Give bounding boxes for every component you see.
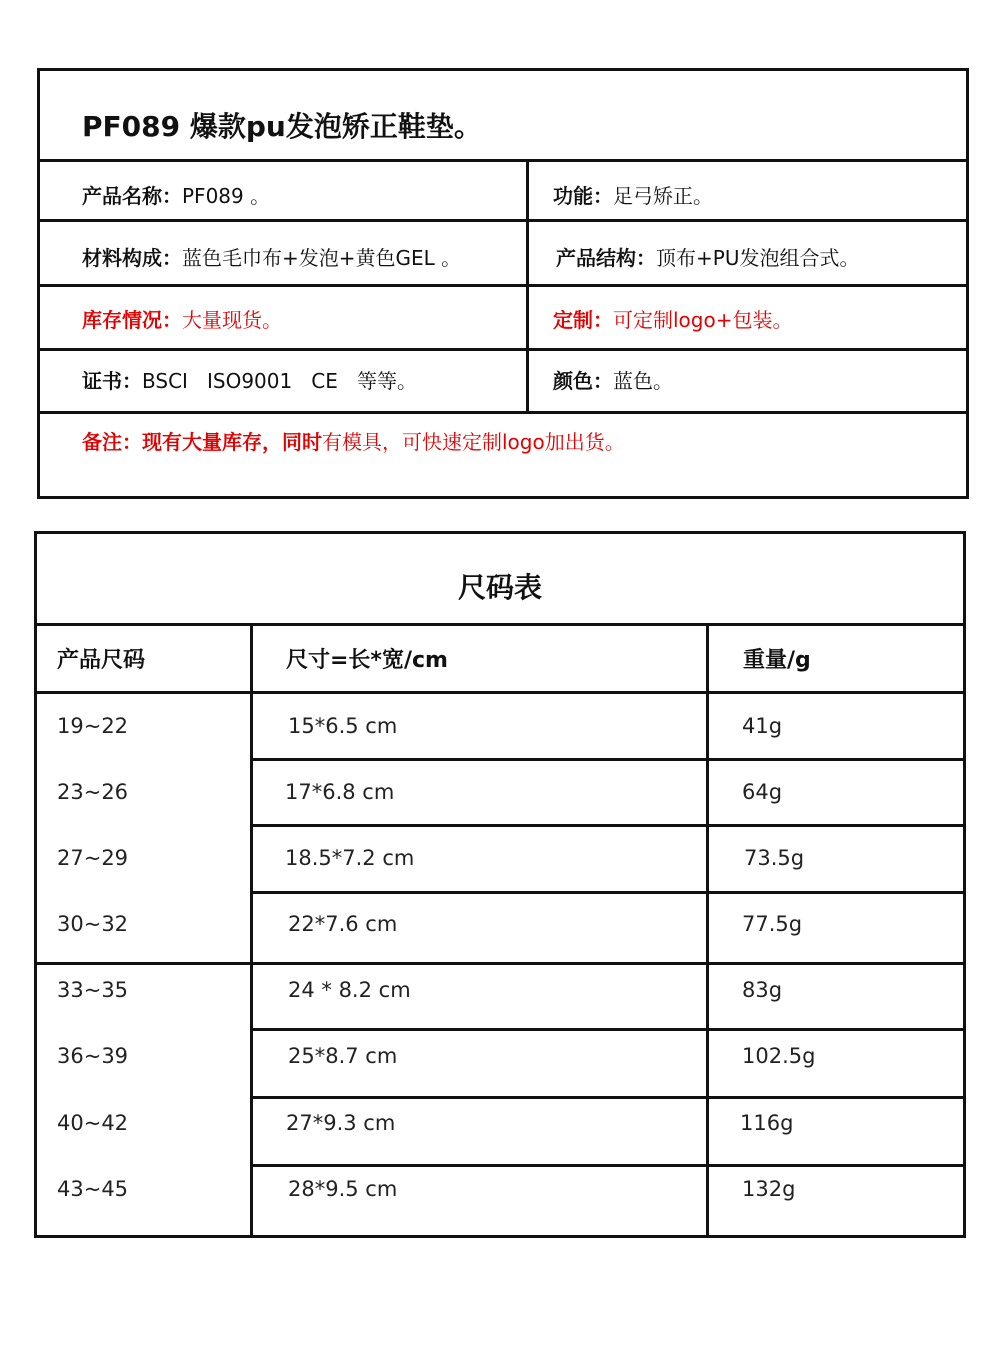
- field-label: 产品结构：: [556, 246, 656, 270]
- weight-cell: 132g: [742, 1177, 796, 1201]
- field-label: 材料构成：: [82, 246, 182, 270]
- row-divider: [250, 1096, 966, 1099]
- column-divider: [706, 623, 709, 1235]
- column-divider: [526, 159, 529, 413]
- header-bottom-divider: [37, 691, 963, 694]
- material-field: [82, 244, 461, 272]
- row-divider: [250, 891, 966, 894]
- row-divider: [40, 159, 966, 162]
- field-label: 库存情况：: [82, 308, 182, 332]
- size-chart-title: 尺码表: [457, 571, 542, 604]
- size-cell: 19~22: [57, 714, 129, 738]
- weight-cell: 77.5g: [742, 912, 803, 936]
- dimensions-cell: 25*8.7 cm: [288, 1044, 398, 1068]
- remark-emphasis: 现有大量库存，同时: [142, 430, 322, 454]
- header-top-divider: [37, 623, 963, 626]
- row-divider: [40, 348, 966, 351]
- stock-field: [82, 306, 282, 334]
- certificate-field: [82, 367, 417, 395]
- field-value: 足弓矫正。: [613, 184, 713, 208]
- size-cell: 43~45: [57, 1177, 129, 1201]
- row-divider: [250, 1164, 966, 1167]
- field-value: BSCI ISO9001 CE 等等。: [142, 369, 417, 393]
- size-cell: 36~39: [57, 1044, 129, 1068]
- weight-cell: 41g: [742, 714, 783, 738]
- dimensions-cell: 24 * 8.2 cm: [288, 978, 411, 1002]
- row-divider: [250, 1028, 966, 1031]
- dimensions-cell: 18.5*7.2 cm: [285, 846, 415, 870]
- product-title: PF089 爆款pu发泡矫正鞋垫。: [82, 110, 482, 143]
- header-dimensions: 尺寸=长*宽/cm: [286, 648, 448, 673]
- size-cell: 23~26: [57, 780, 129, 804]
- remark: [82, 428, 625, 456]
- function-field: [553, 182, 713, 210]
- size-cell: 33~35: [57, 978, 129, 1002]
- color-field: [553, 367, 673, 395]
- customization-field: [553, 306, 792, 334]
- size-cell: 40~42: [57, 1111, 129, 1135]
- field-label: 颜色：: [553, 369, 613, 393]
- dimensions-cell: 27*9.3 cm: [286, 1111, 396, 1135]
- field-value: 顶布+PU发泡组合式。: [656, 246, 860, 270]
- header-size: 产品尺码: [57, 648, 146, 673]
- remark-text: 有模具，可快速定制logo加出货。: [322, 430, 625, 454]
- group-divider: [37, 962, 966, 965]
- field-label: 产品名称：: [82, 184, 182, 208]
- row-divider: [250, 824, 966, 827]
- product-info-panel: [37, 68, 969, 499]
- field-value: 大量现货。: [182, 308, 282, 332]
- row-divider: [40, 411, 966, 414]
- header-weight: 重量/g: [743, 648, 811, 673]
- field-label: 定制：: [553, 308, 613, 332]
- weight-cell: 64g: [742, 780, 783, 804]
- weight-cell: 116g: [740, 1111, 794, 1135]
- size-chart-panel: [34, 531, 966, 1238]
- weight-cell: 83g: [742, 978, 783, 1002]
- field-label: 证书：: [82, 369, 142, 393]
- dimensions-cell: 17*6.8 cm: [285, 780, 395, 804]
- remark-label: 备注：: [82, 430, 142, 454]
- size-cell: 30~32: [57, 912, 129, 936]
- weight-cell: 102.5g: [742, 1044, 816, 1068]
- field-value: 蓝色毛巾布+发泡+黄色GEL 。: [182, 246, 462, 270]
- product-name-field: [82, 182, 270, 210]
- row-divider: [40, 219, 966, 222]
- row-divider: [40, 284, 966, 287]
- row-divider: [250, 758, 966, 761]
- field-label: 功能：: [553, 184, 613, 208]
- column-divider: [250, 623, 253, 1235]
- structure-field: [556, 244, 859, 272]
- field-value: 蓝色。: [613, 369, 673, 393]
- weight-cell: 73.5g: [744, 846, 805, 870]
- dimensions-cell: 15*6.5 cm: [288, 714, 398, 738]
- field-value: 可定制logo+包装。: [613, 308, 793, 332]
- dimensions-cell: 22*7.6 cm: [288, 912, 398, 936]
- field-value: PF089 。: [182, 184, 271, 208]
- dimensions-cell: 28*9.5 cm: [288, 1177, 398, 1201]
- size-cell: 27~29: [57, 846, 129, 870]
